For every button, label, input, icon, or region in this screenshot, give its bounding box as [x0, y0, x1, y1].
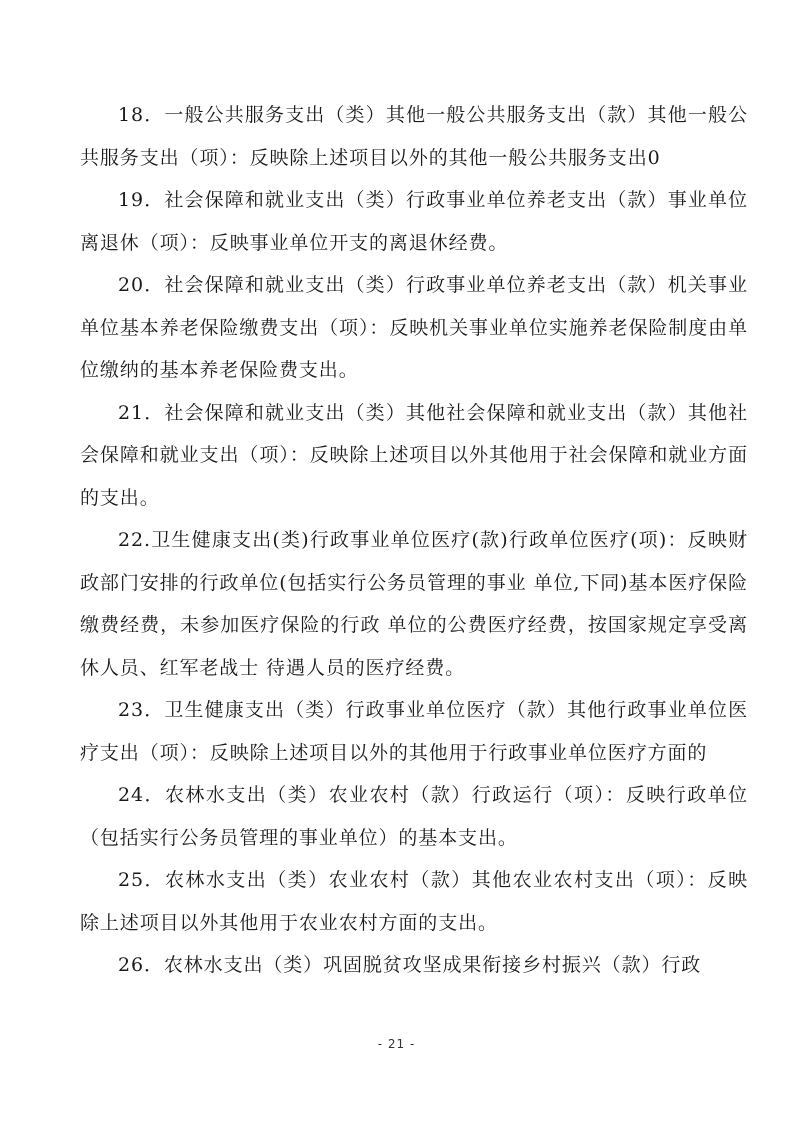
document-body — [80, 94, 748, 987]
paragraph-23: 23．卫生健康支出（类）行政事业单位医疗（款）其他行政事业单位医疗支出（项）：反映除上述项目以外的其他用于行政事业单位医疗方面的 — [80, 699, 748, 764]
paragraph-26: 26．农林水支出（类）巩固脱贫攻坚成果衔接乡村振兴（款）行政 — [118, 954, 702, 976]
page-number: - 21 - — [377, 1037, 416, 1051]
paragraph-21: 21．社会保障和就业支出（类）其他社会保障和就业支出（款）其他社会保障和就业支出（项）：反映除上述项目以外其他用于社会保障和就业方面的支出。 — [80, 401, 748, 509]
paragraph-24: 24．农林水支出（类）农业农村（款）行政运行（项）：反映行政单位（包括实行公务员管理的事业单位）的基本支出。 — [80, 784, 748, 849]
paragraph-22: 22.卫生健康支出(类)行政事业单位医疗(款)行政单位医疗(项)：反映财政部门安排的行政单位(包括实行公务员管理的事业 单位,下同)基本医疗保险缴费经费，未参加医疗保险的行政 单位的公费医疗经费，按国家规定享受离休人员、红军老战士 待遇人员的医疗经费。 — [80, 529, 748, 679]
paragraph-25: 25．农林水支出（类）农业农村（款）其他农业农村支出（项）：反映除上述项目以外其他用于农业农村方面的支出。 — [80, 869, 748, 934]
paragraph-19: 19．社会保障和就业支出（类）行政事业单位养老支出（款）事业单位离退休（项）：反映事业单位开支的离退休经费。 — [80, 189, 748, 254]
paragraph-20: 20．社会保障和就业支出（类）行政事业单位养老支出（款）机关事业单位基本养老保险缴费支出（项）：反映机关事业单位实施养老保险制度由单位缴纳的基本养老保险费支出。 — [80, 274, 748, 381]
paragraph-18: 18．一般公共服务支出（类）其他一般公共服务支出（款）其他一般公共服务支出（项）：反映除上述项目以外的其他一般公共服务支出0 — [80, 104, 748, 169]
